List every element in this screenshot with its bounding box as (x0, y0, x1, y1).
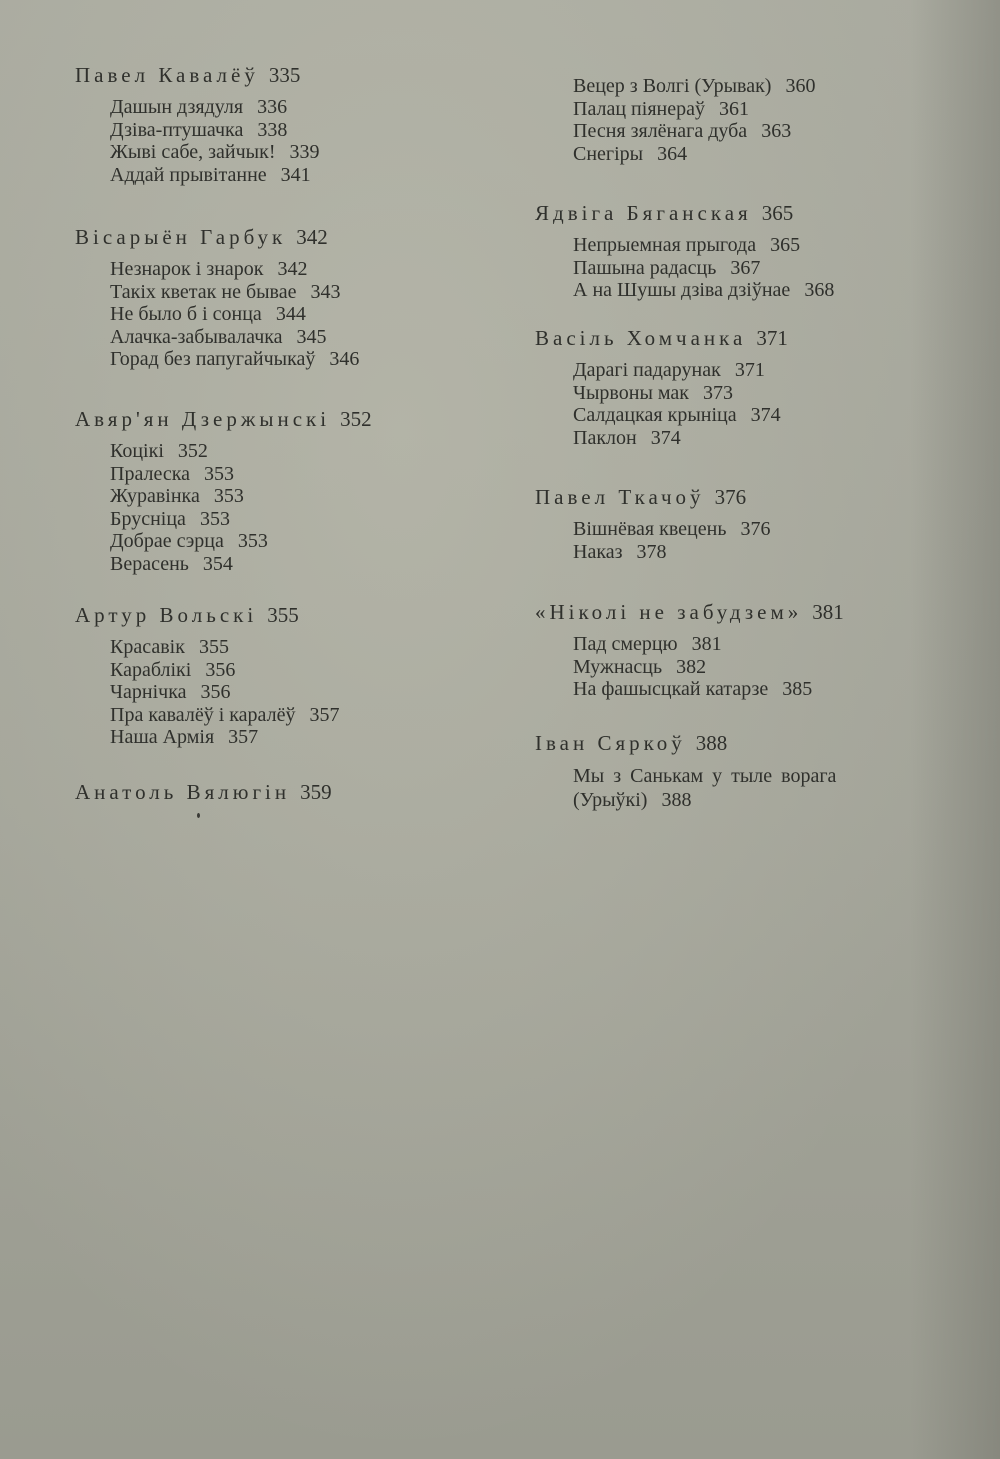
item-list (75, 96, 320, 186)
entry-title: Такіх кветак не бывае (110, 280, 297, 303)
page-number: 376 (740, 518, 771, 540)
entry-title: Караблікі (110, 658, 192, 681)
entry-title: Чарнічка (110, 681, 187, 703)
page-number: 342 (277, 258, 308, 280)
page-number: 352 (340, 407, 372, 431)
author-heading (535, 325, 788, 351)
toc-entry (573, 382, 788, 405)
toc-entry (110, 704, 339, 727)
page-number: 361 (718, 97, 749, 120)
toc-entry (573, 518, 770, 541)
toc-entry (110, 326, 359, 349)
toc-entry (573, 75, 815, 98)
page-number: 352 (177, 440, 208, 462)
entry-title: Паклон (573, 426, 637, 449)
author-name: Ядвіга Бяганская (535, 201, 752, 225)
toc-section (75, 779, 332, 805)
entry-title: Салдацкая крыніца (573, 404, 737, 426)
page-number: 374 (650, 426, 681, 449)
page-number: 359 (300, 780, 332, 804)
page-number: 353 (199, 507, 230, 530)
entry-title: Горад без папугайчыкаў (110, 348, 316, 370)
page-number: 365 (770, 234, 801, 256)
toc-section (75, 62, 320, 186)
entry-title: Мы з Санькам у тыле ворага (Урыўкі) (573, 765, 837, 811)
entry-title: Дашын дзядуля (110, 96, 244, 118)
entry-title: Пад смерцю (573, 633, 678, 655)
entry-title: Верасень (110, 552, 189, 575)
page-number: 385 (782, 678, 813, 700)
entry-title: А на Шушы дзіва дзіўнае (573, 279, 791, 301)
toc-entry (110, 440, 372, 463)
entry-title: Брусніца (110, 507, 186, 530)
toc-entry (110, 141, 320, 164)
entry-title: Палац піянераў (573, 97, 705, 120)
toc-entry (110, 659, 339, 682)
entry-title: Вішнёвая квецень (573, 518, 727, 540)
page-number: 341 (280, 163, 311, 186)
entry-title: Не было б і сонца (110, 303, 262, 325)
author-name: Анатоль Вялюгін (75, 780, 291, 804)
entry-title: Непрыемная прыгода (573, 234, 757, 256)
entry-title: Алачка-забывалачка (110, 325, 283, 348)
author-heading (75, 602, 339, 628)
page-number: 365 (761, 201, 794, 225)
toc-entry (110, 303, 359, 326)
item-list (75, 636, 339, 749)
item-list (535, 518, 770, 563)
page-number: 374 (750, 404, 781, 426)
page-number: 371 (756, 326, 788, 350)
page-number: 382 (676, 655, 707, 678)
toc-entry (573, 234, 834, 257)
page-number: 353 (204, 462, 235, 485)
page-number: 381 (812, 600, 844, 624)
author-heading (535, 484, 770, 510)
entry-title: Снегіры (573, 142, 644, 165)
toc-entry (110, 348, 359, 371)
toc-entry (110, 485, 372, 508)
item-list (535, 633, 844, 701)
entry-title: Пралеска (110, 462, 191, 485)
entry-title: На фашысцкай катарзе (573, 678, 769, 700)
page-number: 378 (636, 540, 667, 563)
entry-title: Чырвоны мак (573, 381, 689, 404)
toc-section (535, 200, 834, 302)
page-number: 345 (296, 325, 327, 348)
page-number: 356 (200, 681, 231, 703)
ink-speck (197, 813, 200, 818)
page-number: 360 (785, 75, 816, 97)
toc-entry (573, 120, 815, 143)
toc-entry (573, 98, 815, 121)
page-number: 364 (657, 142, 688, 165)
entry-title: Красавік (110, 636, 185, 658)
toc-entry (110, 530, 372, 553)
entry-title: Пра кавалёў і каралёў (110, 703, 296, 726)
page-number: 356 (205, 658, 236, 681)
page-number: 355 (198, 636, 229, 658)
entry-title: Мужнасць (573, 655, 663, 678)
toc-entry (110, 636, 339, 659)
page-number: 357 (309, 703, 340, 726)
toc-entry (110, 726, 339, 749)
entry-title: Журавінка (110, 485, 200, 507)
author-name: Артур Вольскі (75, 603, 258, 627)
entry-title: Дарагі падарунак (573, 359, 721, 381)
page-number: 363 (761, 120, 792, 142)
page-number: 339 (289, 141, 320, 163)
toc-entry (110, 96, 320, 119)
toc-entry (110, 119, 320, 142)
entry-title: Добрае сэрца (110, 530, 224, 552)
toc-entry (573, 656, 844, 679)
author-name: Авяр'ян Дзержынскі (75, 407, 331, 431)
toc-entry (110, 681, 339, 704)
author-name: Павел Кавалёў (75, 63, 259, 87)
page-number: 343 (310, 280, 341, 303)
item-list (75, 440, 372, 575)
toc-entry (573, 541, 770, 564)
page-number: 342 (296, 225, 328, 249)
page-number: 344 (275, 303, 306, 325)
author-heading (535, 599, 844, 625)
author-heading (75, 62, 320, 88)
entry-title: Песня зялёнага дуба (573, 120, 748, 142)
author-heading (75, 406, 372, 432)
page-number: 388 (695, 731, 728, 755)
page-number: 353 (213, 485, 244, 507)
page-shadow (910, 0, 1000, 1459)
page-number: 376 (714, 485, 747, 509)
toc-section (75, 224, 359, 371)
toc-entry (110, 164, 320, 187)
author-heading (75, 224, 359, 250)
toc-entry (573, 359, 788, 382)
page-number: 346 (329, 348, 360, 370)
toc-entry (573, 143, 815, 166)
toc-entry (110, 258, 359, 281)
toc-section (535, 599, 844, 701)
page-number: 371 (734, 359, 765, 381)
author-heading (535, 200, 834, 226)
toc-section (535, 730, 923, 812)
page-number: 367 (730, 256, 761, 279)
toc-entry (573, 633, 844, 656)
toc-section (535, 325, 788, 449)
page-number: 354 (202, 552, 233, 575)
toc-section (75, 602, 339, 749)
page-number: 381 (691, 633, 722, 655)
toc-entry (573, 279, 834, 302)
toc-section (535, 484, 770, 563)
toc-continuation (535, 75, 815, 165)
item-list (535, 75, 815, 165)
item-list (535, 764, 923, 812)
item-list (535, 359, 788, 449)
author-heading (535, 730, 923, 756)
page-number: 336 (257, 96, 288, 118)
page-number: 335 (268, 63, 301, 87)
entry-title: Пашына радасць (573, 256, 717, 279)
entry-title: Аддай прывітанне (110, 163, 267, 186)
page-number: 357 (228, 726, 259, 748)
entry-title: Наша Армія (110, 726, 215, 748)
page-number: 355 (267, 603, 299, 627)
toc-entry (573, 678, 844, 701)
toc-entry (110, 281, 359, 304)
author-name: Вісарыён Гарбук (75, 225, 287, 249)
toc-section (75, 406, 372, 575)
toc-entry (573, 257, 834, 280)
toc-entry (573, 764, 923, 812)
toc-entry (110, 508, 372, 531)
author-name: «Ніколі не забудзем» (535, 600, 803, 624)
page-number: 338 (257, 118, 288, 141)
entry-title: Вецер з Волгі (Урывак) (573, 75, 772, 97)
author-heading (75, 779, 332, 805)
entry-title: Жыві сабе, зайчык! (110, 141, 276, 163)
author-name: Васіль Хомчанка (535, 326, 747, 350)
toc-entry (573, 427, 788, 450)
entry-title: Незнарок і знарок (110, 258, 264, 280)
toc-entry (110, 463, 372, 486)
page-number: 368 (804, 279, 835, 301)
entry-title: Дзіва-птушачка (110, 118, 244, 141)
item-list (75, 258, 359, 371)
entry-title: Наказ (573, 540, 623, 563)
author-name: Павел Ткачоў (535, 485, 705, 509)
page-number: 353 (237, 530, 268, 552)
author-name: Іван Сяркоў (535, 731, 686, 755)
toc-entry (110, 553, 372, 576)
entry-title: Коцікі (110, 440, 164, 462)
item-list (535, 234, 834, 302)
page-number: 388 (661, 789, 692, 811)
toc-entry (573, 404, 788, 427)
page-number: 373 (703, 381, 733, 404)
